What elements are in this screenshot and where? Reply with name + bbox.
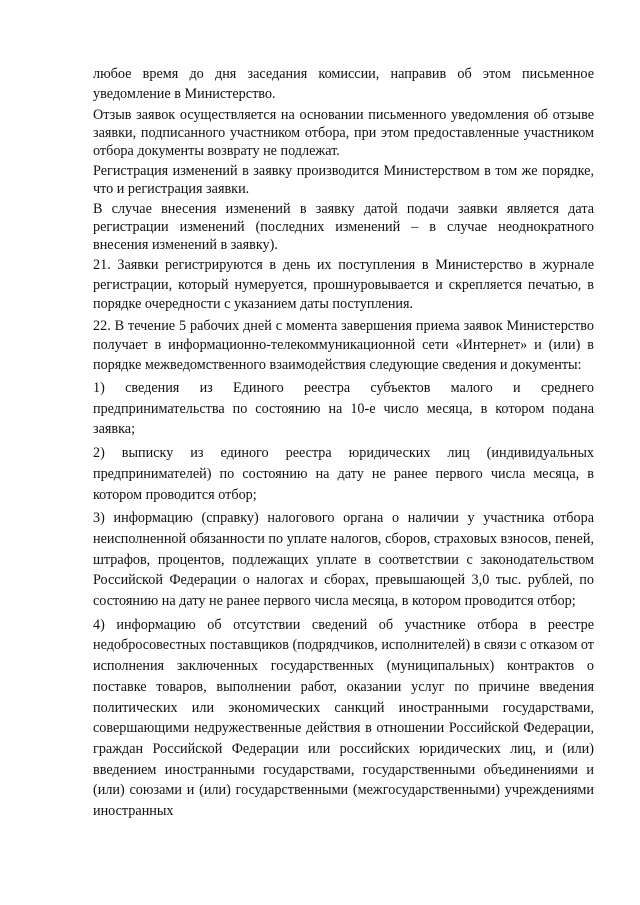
list-item-3: 3) информацию (справку) налогового органа о наличии у участника отбора неисполненной обязанности по уплате налогов, сборов, страховых взносов, пеней, штрафов, процентов, подлежащих уплате в соответствии с законодательством Российской Федерации о налогах и сборах, превышающей 3,0 тыс. рублей, по состоянию на дату не ранее первого числа месяца, в котором проводится отбор; [93,510,594,610]
paragraph-withdrawal-deadline: любое время до дня заседания комиссии, направив об этом письменное уведомление в Министерство. [93,66,594,102]
paragraph-changes-registration: Регистрация изменений в заявку производится Министерством в том же порядке, что и регистрация заявки. [93,163,594,197]
paragraph-item-22: 22. В течение 5 рабочих дней с момента завершения приема заявок Министерство получает в информационно-телекоммуникационной сети «Интернет» и (или) в порядке межведомственного взаимодействия следующие сведения и документы: [93,317,594,373]
paragraph-item-21: 21. Заявки регистрируются в день их поступления в Министерство в журнале регистрации, который нумеруется, прошнуровывается и скрепляется печатью, в порядке очередности с указанием даты поступления. [93,257,594,312]
list-item-2: 2) выписку из единого реестра юридических лиц (индивидуальных предпринимателей) по состоянию на дату не ранее первого числа месяца, в котором проводится отбор; [93,445,594,503]
paragraph-changes-date: В случае внесения изменений в заявку датой подачи заявки является дата регистрации изменений (последних изменений – в случае неоднократного внесения изменений в заявку). [93,201,594,253]
list-item-4: 4) информацию об отсутствии сведений об участнике отбора в реестре недобросовестных поставщиков (подрядчиков, исполнителей) в связи с отказом от исполнения заключенных государственных (муниципальных) контрактов о поставке товаров, выполнении работ, оказании услуг по причине введения политических или экономических санкций иностранными государствами, совершающими недружественные действия в отношении Российской Федерации, граждан Российской Федерации или российских юридических лиц, и (или) введением иностранными государствами, государственными объединениями и (или) союзами и (или) государственными (межгосударственными) учреждениями иностранных [93,616,594,820]
paragraph-withdrawal-basis: Отзыв заявок осуществляется на основании письменного уведомления об отзыве заявки, подписанного участником отбора, при этом предоставленные участником отбора документы возврату не подлежат. [93,107,594,159]
list-item-1: 1) сведения из Единого реестра субъектов малого и среднего предпринимательства по состоянию на 10-е число месяца, в котором подана заявка; [93,380,594,438]
